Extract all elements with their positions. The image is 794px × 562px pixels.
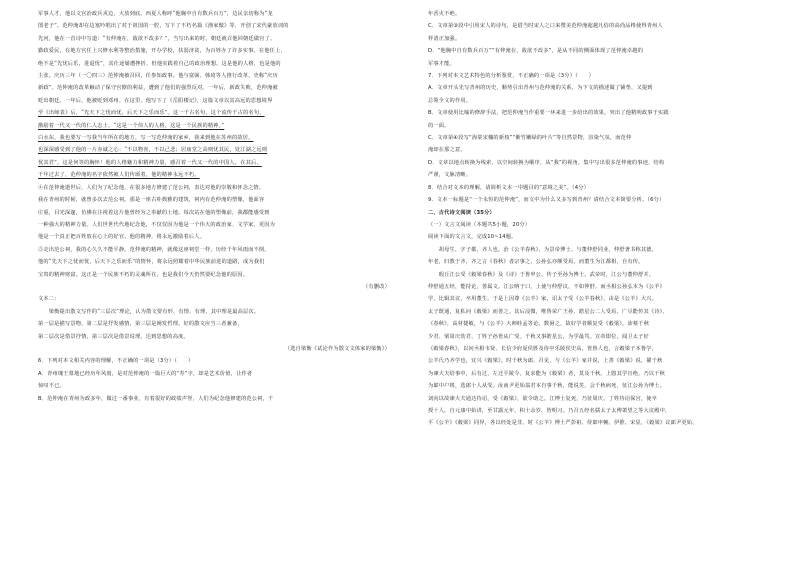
right-text-line: C．文章第③段中引用宋人的诗句，是借当时宋人之口来赞美范仲淹超越凡俗的高尚品格使得青州人 [428,23,663,30]
left-text-line: 宝贵的精神财富。这正是一个民族不朽的灵魂所在，也是我们今天仍然要纪念他的原因。 [38,271,249,278]
left-text-line: 图老子”。范仲淹却在边塞吟唱出了对于祖国的一腔，写下了不朽名篇《渔家傲》等，开创了宋代豪放词的 [38,23,289,30]
right-text-line: D．文章以地点转换为线索，以空间转换为顺序，从“我”的视角，集中写出很多范仲淹的事迹，结构 [428,159,665,166]
left-text-line: 6．下列对本文相关内容的理解，不正确的一项是（3分）（ ） [38,358,194,365]
right-text-line: 的一面。 [428,122,450,129]
left-text-line: 绝不是“先忧后乐，进退忧”，其仕途屡遭挫折，但他实践着自己的政治理想。这是他的人格，也是他的 [38,60,281,67]
left-text-line: 他的“先天下之忧而忧，后天下之乐而乐”的情怀，将永远照耀着中华民族前进的道路，成为我们 [38,259,265,266]
right-text-line: 授十人。自元康中始讲，至甘露元年，积十余岁，皆明习。乃召五经名儒太子太傅萧望之等大议殿中， [428,408,671,414]
right-text-line: D．“他胸中自有数兵百万”“有仲淹在，敌欲不改多”，是从不同的侧面体现了范仲淹卓越的 [428,48,644,55]
left-text-line: 贬出朝廷。一年后，他被贬到邓州。在这里，他写下了《岳阳楼记》，这篇文章以其高远的思想境界 [38,97,273,104]
right-text-line: 学，比辑其议，卒用董生。于是上因尊《公羊》家，诏太子受《公羊春秋》，由是《公羊》大兴。 [428,296,658,303]
right-text-line: 少君、梁周庆幼君、丁姓子孙皆从广受。千秋又事皓星公，为学最笃。宣帝即位，闻卫太子好 [428,333,649,340]
left-text-line: B．范仲淹在青州为政多年，做过一番事业，有着很好的政绩声誉，人们为纪念他修建的范公祠，千 [38,395,274,402]
right-text-line: 为郎中户将，选郎十人从受。汝南尹更始翁君本自事千秋，能说矣，会千秋病死，征江公孙为博士。 [428,383,666,390]
left-text-line: 一种强大的精神力量。人们世世代代地纪念他，不仅仅因为他是一个伟大的政治家、文学家，更因为 [38,221,276,228]
right-text-line: 9．文本一标题是“一个永恒的范仲淹”，而文中为什么又多写到青州？请结合文本简要分析。（6分） [428,197,665,204]
right-text-line: 年香火不绝。 [428,11,461,17]
right-text-line: 平《公羊》《穀梁》同异，各以经处是非。时《公羊》博士严彭祖、侍郎申輓、伊推、宋显，《穀梁》议郎尹更始、 [428,420,698,427]
left-text-line: （有删改） [363,283,390,290]
left-text-line: 勤政爱民，在地方官任上兴修水利等整治措施，开办学校，扶弱济贫，为百姓办了许多实事。在他任上， [38,48,286,55]
right-text-line: （一）文言文阅读（本题共5小题，20分） [428,221,531,228]
left-text-line: 新政”。范仲淹的改革触动了保守官僚的利益，遭到了他们的强烈反对。一年后，新政失败，范仲淹被 [38,85,278,92]
left-text-line: 他是一个真正把百姓放在心上的好官。他的精神，将永远激励着后人。 [38,234,206,241]
right-text-line: 8．结合对文本的理解，请简析文本一中题目的“意境之美”。（4分） [428,184,590,191]
left-text-line: 庄重，目光深邃，仿佛在注视着这片他曾经为之奉献的土地。每次站在他的塑像前，我都能感受到 [38,209,270,216]
left-text-line: 激励着一代又一代的仁人志士。“这是一个伟人的人格，这是一个民族的精神。” [38,122,225,129]
left-text-line: 第二层次是借景抒情，第三层次是借景说理，达到思想的高度。 [38,333,189,340]
right-text-line: 年老，归教于齐，齐之言《春秋》者宗事之，公孙弘亦颇受焉。而董生为江都相，自有传。 [428,259,644,266]
right-text-line: 《穀梁春秋》，以问丞相韦贤、长信少府夏侯胜及侍中乐陵侯史高，皆鲁人也，言穀梁子本鲁学， [428,345,658,352]
left-text-line: 先河，他在一首诗中写道：“有仲淹在，敌欲不改多？”，当写出来的时，朝廷就召他回朝廷做官了。 [38,35,276,42]
left-text-line: 千年过去了，范仲淹的名字依然被人们传颂着，他的精神永远不朽。 [38,172,200,179]
left-text-line: 白水东，我也要写一写我当年所在的地方，写一写范仲淹的家乡，我来到他在苏州的故居， [38,135,254,142]
left-text-line: 惊叹不已。 [38,383,65,390]
left-column [38,8,390,405]
right-text-line: 太子既通，复私问《穀梁》而善之。其后浸微，唯鲁荣广王孙、皓星公二人受焉。广尽能传其《诗》、 [428,308,668,315]
left-text-line: 主张。庆历三年（一〇四三）范仲淹被召回，任参知政事。他与富弼、韩琦等人推行改革，史称“庆历 [38,73,278,80]
left-text-line: 第一层是描写景物，第二层是抒发感情，第三层是阐发哲理。好的散文应当三者兼备， [38,321,243,328]
right-text-line: 为谏大夫给事中，后有过，左迁平陵令。复求能为《穀梁》者，莫及千秋。上愍其学且绝，乃以千秋 [428,370,666,377]
right-text-line: 总领全文的作用。 [428,97,472,104]
left-text-line: 梁衡提出散文写作的“三层次”理论，认为散文要有形、有情、有理，其中理是最高层次。 [38,308,260,315]
left-text-line: （选自梁衡《试论作为散文文体家的梁衡》） [284,345,390,352]
right-text-line: 公羊氏乃齐学也，宜兴《穀梁》。时千秋为郎，召见，与《公羊》家并说，上善《穀梁》说，擢千秋 [428,358,663,365]
left-text-line: 也深深感受到了他的一片赤诚之心：“不以物喜，不以己悲；居庙堂之高则忧其民，处江湖之远则 [38,147,268,154]
right-text-line: A．文章开头先写青州的历史，顺势引出青州与范仲淹的关系，为下文的描述做了铺垫，又提到 [428,85,653,92]
right-text-line: 严谨，文脉清晰。 [428,172,472,179]
right-text-line: C．文章第④段写“海棠宋槐的新枝”“紫竹嫩绿的叶片”等自然景物，渲染气氛，而范仲 [428,135,632,142]
right-text-line: 二、古代诗文阅读（35分） [428,209,495,216]
left-text-line: 我在青州的时候，就曾多次去范公祠。那是一座古朴典雅的建筑，祠内有范仲淹的塑像，他面容 [38,197,265,204]
left-text-line: A．青州瑰王墓地已经历年风雨，是对范仲淹的一篇巨大的“寿”字，却是艺术价值，让作者 [38,370,253,377]
left-text-line: 军事人才，他以文官治政兵戎边，大放到底。西夏人称呼“他胸中自有数兵百万”，边民亲切称为“龙 [38,11,273,17]
right-text-line: B．文章使用比喻的修辞手法，把范仲淹当作重要一环来进一步给出的效果，突出了他精明政事于实践 [428,110,669,117]
right-text-line: 《春秋》，高材捷敏，与《公羊》大师眭孟等论，数困之，故好学者颇复受《穀梁》。沛蔡千秋 [428,321,650,328]
left-text-line: 文本二： [38,296,60,303]
right-text-line: 刘向以故谏大夫通达待诏，受《穀梁》，欲令助之。江博士复死，乃征周庆、丁姓待诏保宫，使卒 [428,395,658,402]
left-text-line: ⑤走出范公祠，我的心久久不能平静。范仲淹的精神，就像这座祠堂一样，历经千年风雨而不倒。 [38,246,270,253]
right-column [428,8,773,430]
right-text-line: 胡母生，字子都，齐人也。治《公羊春秋》，为景帝博士。与董仲舒同业，仲舒著书称其德。 [428,246,658,253]
left-text-line: ④在范仲淹逝世后，人们为了纪念他，在很多地方修建了范公祠，表达对他的崇敬和怀念之情。 [38,184,265,191]
right-text-line: 军事才能。 [428,60,455,67]
right-text-line: 样清正加强。 [428,35,461,42]
right-text-line: 仲舒通五经，能持论，善属文。江公呐于口，上使与仲舒议，不如仲舒。而丞相公孙弘本为《公羊》 [428,283,666,290]
right-text-line: 瑕丘江公受《穀梁春秋》及《诗》于鲁申公，传子至孙为博士。武帝时，江公与董仲舒并。 [428,271,655,278]
left-text-line: 至《出师表》后，“先天下之忧而忧，后天下之乐而乐”。这一千古名句，这个流传千古的名句， [38,110,265,117]
right-text-line: 7．下列对本文艺术特色的分析鉴赏，不正确的一项是（3分）（ ） [428,73,595,80]
right-text-line: 淹却在那之意。 [428,147,466,154]
left-text-line: 忧其君”。这是何等的胸怀！他的人格魅力和精神力量，感召着一代又一代的中国人。在其后， [38,159,262,166]
right-text-line: 阅读下面的文言文，完成10~14题。 [428,234,517,241]
